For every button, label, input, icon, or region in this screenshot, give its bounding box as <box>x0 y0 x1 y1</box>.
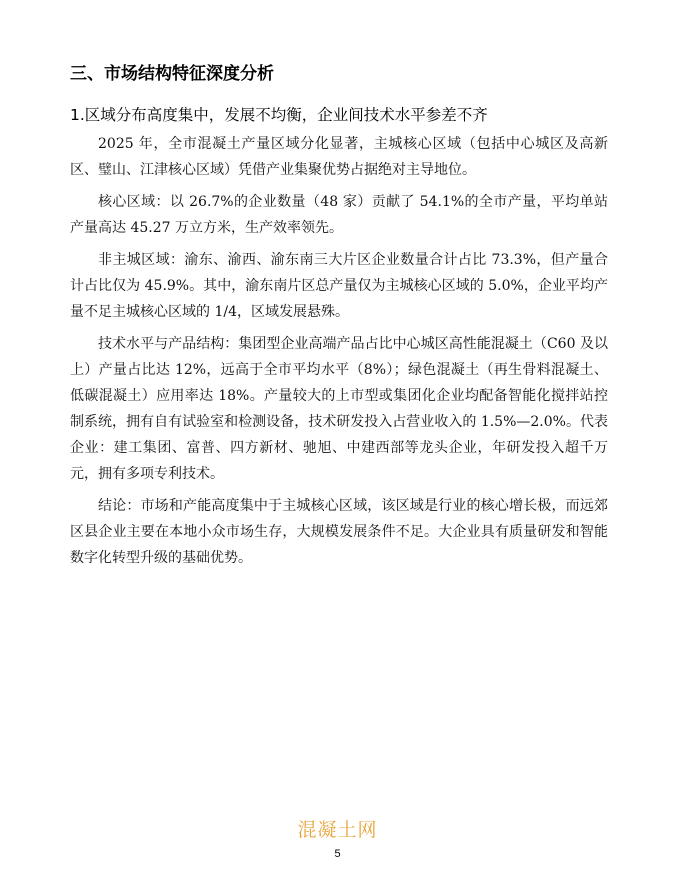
paragraph-core-region: 核心区域：以 26.7%的企业数量（48 家）贡献了 54.1%的全市产量，平均单站产量高达 45.27 万立方米，生产效率领先。 <box>70 194 608 236</box>
paragraph-technology: 技术水平与产品结构：集团型企业高端产品占比中心城区高性能混凝土（C60 及以上）产量占比达 12%，远高于全市平均水平（8%）；绿色混凝土（再生骨料混凝土、低碳混凝土）应用率达 18%。产量较大的上市型或集团化企业均配备智能化搅拌站控制系统，拥有自有试验室和检测设备，技术研发投入占营业收入的 1.5%—2.0%。代表企业：建工集团、富普、四方新材、驰旭、中建西部等龙头企业，年研发投入超千万元，拥有多项专利技术。 <box>70 336 608 482</box>
watermark-logo: 混凝土网 <box>297 819 378 841</box>
section-heading: 三、市场结构特征深度分析 <box>70 64 274 84</box>
subsection-heading: 1.区域分布高度集中，发展不均衡，企业间技术水平参差不齐 <box>70 106 488 124</box>
paragraph-intro: 2025 年，全市混凝土产量区域分化显著，主城核心区域（包括中心城区及高新区、璧山、江津核心区域）凭借产业集聚优势占据绝对主导地位。 <box>70 136 608 178</box>
body-text <box>70 131 608 577</box>
paragraph-non-core-region: 非主城区域：渝东、渝西、渝东南三大片区企业数量合计占比 73.3%，但产量合计占比仅为 45.9%。其中，渝东南片区总产量仅为主城核心区域的 5.0%，企业平均产量不足主城核心区域的 1/4，区域发展悬殊。 <box>70 252 608 320</box>
paragraph-conclusion: 结论：市场和产能高度集中于主城核心区域，该区域是行业的核心增长极，而远郊区县企业主要在本地小众市场生存，大规模发展条件不足。大企业具有质量研发和智能数字化转型升级的基础优势。 <box>70 498 608 566</box>
page-number: 5 <box>334 848 341 860</box>
